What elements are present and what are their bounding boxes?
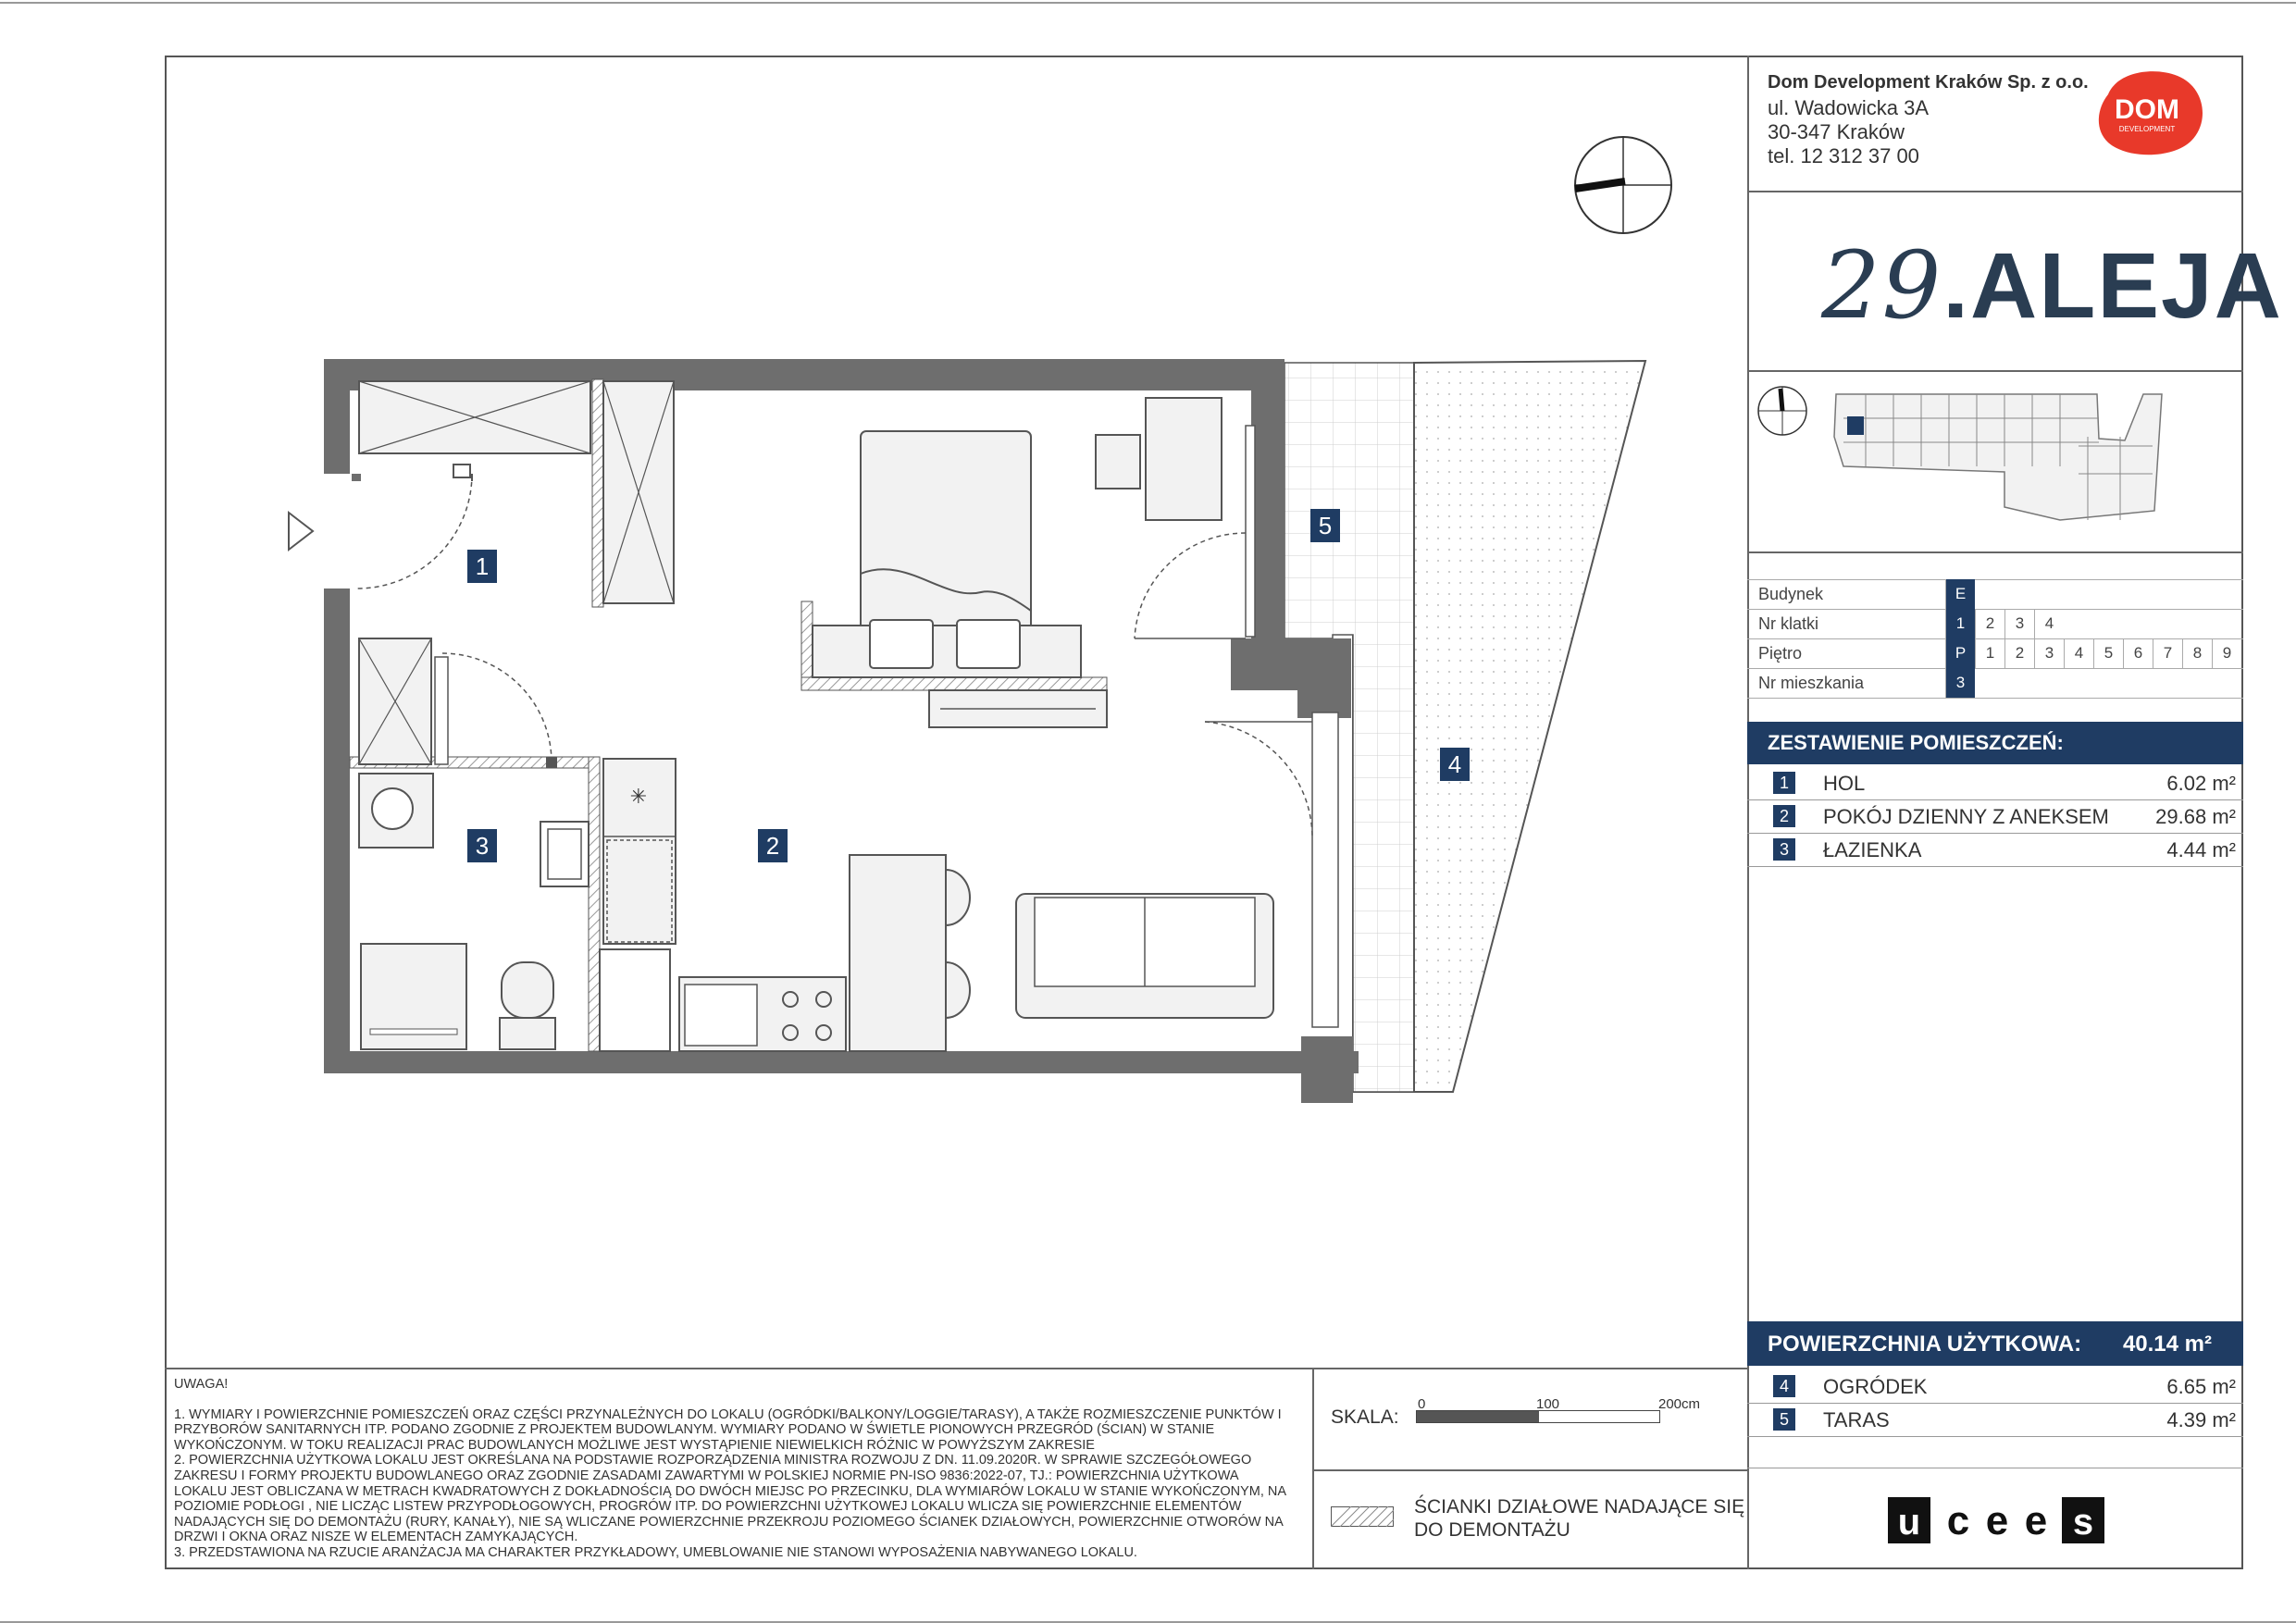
table-cell: 4 [2034,609,2064,638]
logo-text: DOM [2115,94,2179,125]
room-name: POKÓJ DZIENNY Z ANEKSEM [1823,805,2109,828]
label-nr-klatki: Nr klatki [1758,614,1819,633]
table-cell: 5 [2093,638,2123,668]
table-cell: 2 [1975,609,2004,638]
note-1: 1. WYMIARY I POWIERZCHNIE POMIESZCZEŃ ORAZ CZĘŚCI PRZYNALEŻNYCH DO LOKALU (OGRÓDKI/BALKONY/LOGGIE/TARASY), A TAKŻE ROZMIESZCZENIE PUNKTÓW I PRZYBORÓW SANITARNYCH ITP. PODANO ZGODNIE Z PROJEKTEM BUDOWLANYM. WYMIARY PODANO W ŚWIETLE PIONOWYCH PRZEGRÓD (ŚCIAN) W STANIE WYKOŃCZONYM. W TOKU REALIZACJI PRAC BUDOWLANYCH MOŻLIWE JEST WYSTĄPIENIE NIEWIELKICH RÓŻNIC W POWYŻSZYM ZAKRESIE [174,1406,1282,1453]
table-cell: 7 [2153,638,2182,668]
logo-letter: c [1946,1498,1970,1543]
label-nr-mieszkania: Nr mieszkania [1758,674,1865,692]
scale-tick-200: 200cm [1658,1396,1701,1412]
divider [165,1368,1749,1369]
notes-block [174,1377,1294,1561]
room-number: 3 [1773,838,1795,861]
usable-area-value: 40.14 m² [2122,1332,2212,1357]
svg-text:✳: ✳ [629,786,648,809]
plan-marker-3: 3 [467,829,497,862]
hatch-swatch [1331,1506,1394,1527]
table-cell: 4 [2064,638,2093,668]
note-3: 3. PRZEDSTAWIONA NA RZUCIE ARANŻACJA MA CHARAKTER PRZYKŁADOWY, UMEBLOWANIE NIE STANOWI WYPOSAŻENIA NABYWANEGO LOKALU. [174,1544,1137,1560]
table-line [1747,698,2243,699]
table-cell: 1 [1975,638,2004,668]
extra-name: OGRÓDEK [1823,1375,1928,1398]
room-name: HOL [1823,772,1866,795]
uceas-logo [1888,1493,2110,1554]
plan-marker-1: 1 [467,550,497,583]
table-cell: E [1945,579,1975,609]
compass-icon [1571,133,1675,237]
note-2: 2. POWIERZCHNIA UŻYTKOWA LOKALU JEST OKREŚLANA NA PODSTAWIE ROZPORZĄDZENIA MINISTRA ROZWOJU Z DN. 11.09.2020R. W SPRAWIE SZCZEGÓŁOWEGO ZAKRESU I FORMY PROJEKTU BUDOWLANEGO ORAZ ZGODNIE ZASADAMI ZAWARTYMI W POLSKIEJ NORMIE PN-ISO 9836:2022-07, TJ.: POWIERZCHNIA UŻYTKOWA LOKALU JEST OBLICZANA W METRACH KWADRATOWYCH Z DOKŁADNOŚCIĄ DO DWÓCH MIEJSC PO PRZECINKU, DLA WYMIARÓW LOKALU W STANIE WYKOŃCZONYM, NA POZIOMIE PODŁOGI , NIE LICZĄC LISTEW PRZYPODŁOGOWYCH, PROGRÓW ITP. DO POWIERZCHNI UŻYTKOWEJ LOKALU WLICZA SIĘ POWIERZCHNIE ELEMENTÓW NADAJĄCYCH SIĘ DO DEMONTAŻU (RURY, KANAŁY), NIE SĄ WLICZANE POWIERZCHNIE PRZEKROJU POZIOMEGO ŚCIANEK DZIAŁOWYCH, POWIERZCHNIE OTWORÓW NA DRZWI I OKNA ORAZ NISZE W ELEMENTACH ZAMYKAJĄCYCH. [174,1453,1286,1545]
scale-bar-fill [1417,1411,1539,1422]
logo-letter: s [2072,1502,2094,1542]
logo-letter: e [2024,1498,2048,1543]
room-row-hol [1758,768,2240,801]
extra-number: 4 [1773,1375,1795,1397]
room-number: 1 [1773,772,1795,794]
company-street: ul. Wadowicka 3A [1768,96,1930,119]
legend-text [1414,1495,1744,1542]
room-area: 29.68 m² [2155,805,2236,828]
row-line [1747,833,2243,834]
project-number: 29 [1821,231,1943,340]
row-line [1747,1403,2243,1404]
room-area: 4.44 m² [2166,838,2236,861]
divider [1747,191,2243,192]
scale-tick-100: 100 [1536,1396,1560,1412]
divider [1747,370,2243,372]
row-line [1747,866,2243,867]
company-phone: tel. 12 312 37 00 [1768,144,1919,167]
plan-marker-5: 5 [1310,509,1340,542]
table-line [1747,668,2243,669]
table-cell: 3 [2034,638,2064,668]
scale-bar [1416,1410,1660,1423]
extra-name: TARAS [1823,1408,1890,1431]
scale-label: SKALA: [1331,1406,1399,1428]
logo-letter: e [1985,1498,2009,1543]
table-cell: 3 [1945,668,1975,698]
row-line [1747,799,2243,800]
extra-number: 5 [1773,1408,1795,1431]
row-line [1747,1436,2243,1437]
table-cell: 8 [2182,638,2212,668]
table-cell: 6 [2123,638,2153,668]
plan-marker-4: 4 [1440,748,1470,781]
extra-area: 6.65 m² [2166,1375,2236,1398]
table-line [1747,579,2243,580]
divider [1747,551,2243,553]
project-title [1821,231,2283,340]
table-cell: 3 [2004,609,2034,638]
logo-letter: u [1897,1502,1921,1542]
legend-line-2: DO DEMONTAŻU [1414,1519,1570,1541]
project-name: .ALEJA [1942,234,2283,338]
room-name: ŁAZIENKA [1823,838,1922,861]
site-minimap [1755,381,2173,544]
floor-plan [268,342,1684,1110]
notes-heading: UWAGA! [174,1377,229,1392]
table-cell: 1 [1945,609,1975,638]
rooms-header: ZESTAWIENIE POMIESZCZEŃ: [1747,722,2243,764]
room-row-lazienka [1758,835,2240,868]
extra-row-taras [1758,1405,2240,1438]
room-number: 2 [1773,805,1795,827]
extra-area: 4.39 m² [2166,1408,2236,1431]
table-cell: 9 [2212,638,2241,668]
table-cell: 2 [2004,638,2034,668]
dom-development-logo [2090,67,2212,159]
page-edge-top [0,2,2296,4]
usable-area-label: POWIERZCHNIA UŻYTKOWA: [1768,1332,2082,1357]
usable-area-bar [1747,1321,2243,1366]
divider [1312,1469,1749,1471]
room-area: 6.02 m² [2166,772,2236,795]
company-city: 30-347 Kraków [1768,120,1905,143]
label-budynek: Budynek [1758,585,1824,603]
legend-line-1: ŚCIANKI DZIAŁOWE NADAJĄCE SIĘ [1414,1496,1745,1518]
company-name: Dom Development Kraków Sp. z o.o. [1768,72,2089,93]
scale-tick-0: 0 [1418,1396,1426,1412]
divider [1312,1368,1314,1569]
plan-marker-2: 2 [758,829,788,862]
table-cell: P [1945,638,1975,668]
room-row-pokoj [1758,801,2240,835]
extra-row-ogrodek [1758,1371,2240,1405]
logo-subtext: DEVELOPMENT [2118,125,2176,133]
label-pietro: Piętro [1758,644,1803,663]
